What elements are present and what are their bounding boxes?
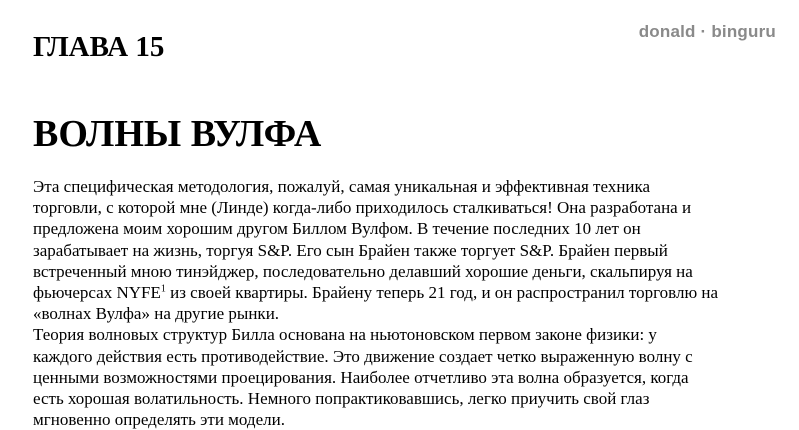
footnote-marker[interactable]: 1 <box>160 283 166 295</box>
text-line: торговли, с которой мне (Линде) когда-либо приходилось сталкиваться! Она разработана и <box>33 198 692 218</box>
watermark: donald · binguru <box>638 22 776 41</box>
text-line: ценными возможностями проецирования. Наиболее отчетливо эта волна образуется, когда <box>33 367 689 387</box>
body-text <box>33 176 793 430</box>
text-line: встреченный мною тинэйджер, последовательно делавший хорошие деньги, скальпируя на <box>33 261 693 281</box>
text-line <box>33 282 793 303</box>
text-line: Эта специфическая методология, пожалуй, самая уникальная и эффективная техника <box>33 177 651 196</box>
text-fragment: фьючерсах NYFE <box>33 283 161 303</box>
text-line: Теория волновых структур Билла основана на ньютоновском первом законе физики: у <box>33 325 657 345</box>
chapter-title: ВОЛНЫ ВУЛФА <box>33 113 322 155</box>
chapter-label: ГЛАВА 15 <box>33 31 165 63</box>
text-line: предложена моим хорошим другом Биллом Вулфом. В течение последних 10 лет он <box>33 219 641 239</box>
text-line: мгновенно определять эти модели. <box>33 410 285 430</box>
paragraph-1 <box>33 176 793 324</box>
text-line: «волнах Вулфа» на другие рынки. <box>33 304 280 324</box>
text-line: зарабатывает на жизнь, торгуя S&P. Его сын Брайен также торгует S&P. Брайен первый <box>33 240 668 260</box>
text-fragment: из своей квартиры. Брайену теперь 21 год, и он распространил торговлю на <box>165 283 719 303</box>
paragraph-2 <box>33 324 793 430</box>
text-line: есть хорошая волатильность. Немного попрактиковавшись, легко приучить свой глаз <box>33 389 650 409</box>
text-line: каждого действия есть противодействие. Это движение создает четко выраженную волну с <box>33 346 693 366</box>
